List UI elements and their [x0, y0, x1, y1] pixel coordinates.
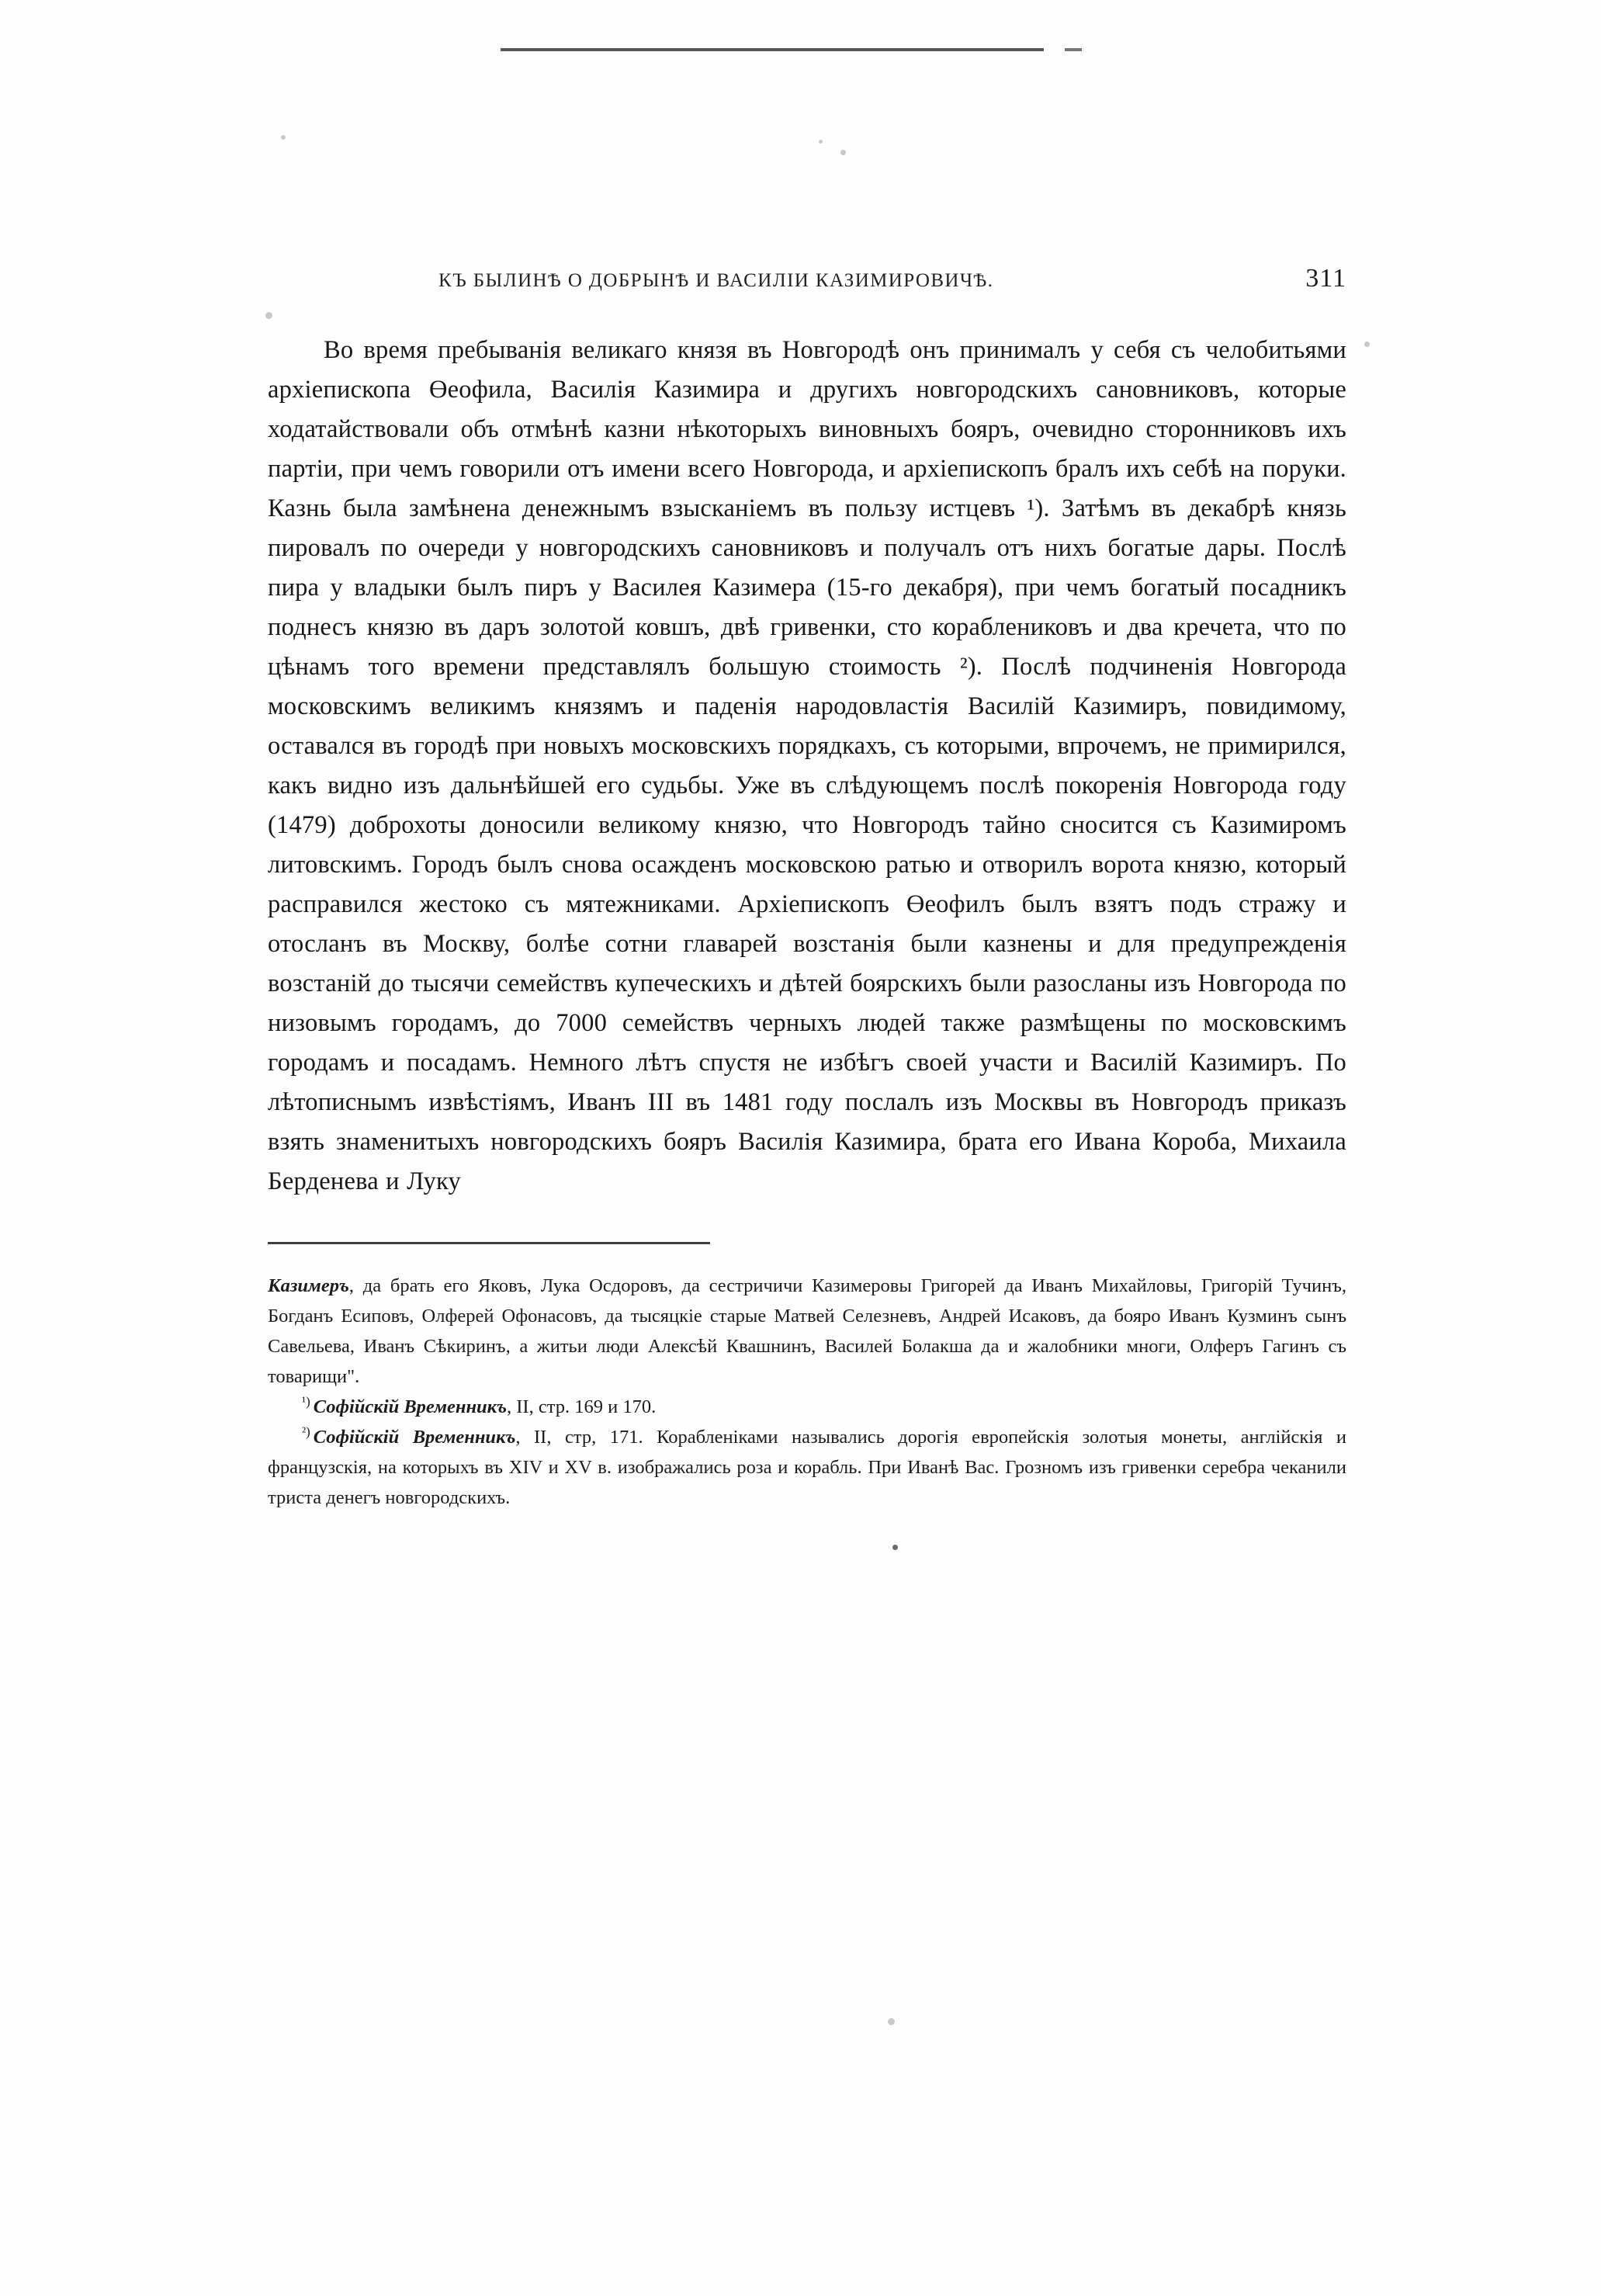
footnote-text: , II, стр, 171. Корабленіками назывались дорогія европейскія золотыя монеты, англійскія и французскія, на которыхъ въ XIV и XV в. изображались роза и корабль. При Иванѣ Вас. Грозномъ изъ гривенки серебра чеканили триста денегъ новгородскихъ. [268, 1427, 1346, 1508]
footnote-marker: ¹) [302, 1393, 310, 1409]
footnote-item [268, 1422, 1346, 1513]
footnotes [268, 1271, 1346, 1513]
page-content [268, 264, 1346, 1513]
footnote-source: Софійскій Временникъ [313, 1427, 516, 1448]
running-head [268, 264, 1346, 293]
ink-dot [892, 1545, 898, 1550]
scan-speckle [888, 2018, 895, 2025]
scan-speckle [281, 135, 286, 140]
footnote-source: Софійскій Временникъ [313, 1396, 508, 1417]
footnote-continuation [268, 1271, 1346, 1392]
body-text [268, 331, 1346, 1202]
scan-speckle [840, 150, 846, 155]
footnote-text: , II, стр. 169 и 170. [507, 1396, 657, 1417]
footnote-continuation-text: , да брать его Яковъ, Лука Осдоровъ, да сестричичи Казимеровы Григорей да Иванъ Михайловы, Григорій Тучинъ, Богданъ Есиповъ, Олферей Офонасовъ, да тысяцкіе старые Матвей Селезневъ, Андрей Исаковъ, да бояро Иванъ Кузминъ сынъ Савельева, Иванъ Сѣкиринъ, а житьи люди Алексѣй Квашнинъ, Василей Болакша да и жалобники многи, Олферъ Гагинъ съ товарищи". [268, 1275, 1346, 1387]
footnote-separator [268, 1242, 710, 1244]
page-top-rule-dash [1065, 48, 1082, 51]
running-head-title: КЪ БЫЛИНѢ О ДОБРЫНѢ И ВАСИЛІИ КАЗИМИРОВИЧѢ. [438, 270, 994, 291]
scan-speckle [1364, 342, 1370, 347]
footnote-marker: ²) [302, 1424, 310, 1439]
footnote-item [268, 1392, 1346, 1422]
scan-speckle [819, 140, 823, 144]
page-top-rule [501, 48, 1044, 51]
page-number: 311 [1305, 264, 1346, 293]
body-paragraph: Во время пребыванія великаго князя въ Новгородѣ онъ принималъ у себя съ челобитьями архіепископа Өеофила, Василія Казимира и другихъ новгородскихъ сановниковъ, которые ходатайствовали объ отмѣнѣ казни нѣкоторыхъ виновныхъ бояръ, очевидно сторонниковъ ихъ партіи, при чемъ говорили отъ имени всего Новгорода, и архіепископъ бралъ ихъ себѣ на поруки. Казнь была замѣнена денежнымъ взысканіемъ въ пользу истцевъ ¹). Затѣмъ въ декабрѣ князь пировалъ по очереди у новгородскихъ сановниковъ и получалъ отъ нихъ богатые дары. Послѣ пира у владыки былъ пиръ у Василея Казимера (15-го декабря), при чемъ богатый посадникъ поднесъ князю въ даръ золотой ковшъ, двѣ гривенки, сто кораблениковъ и два кречета, что по цѣнамъ того времени представлялъ большую стоимость ²). Послѣ подчиненія Новгорода московскимъ великимъ князямъ и паденія народовластія Василій Казимиръ, повидимому, оставался въ городѣ при новыхъ московскихъ порядкахъ, съ которыми, впрочемъ, не примирился, какъ видно изъ дальнѣйшей его судьбы. Уже въ слѣдующемъ послѣ покоренія Новгорода году (1479) доброхоты доносили великому князю, что Новгородъ тайно сносится съ Казимиромъ литовскимъ. Городъ былъ снова осажденъ московскою ратью и отворилъ ворота князю, который расправился жестоко съ мятежниками. Архіепископъ Өеофилъ былъ взятъ подъ стражу и отосланъ въ Москву, болѣе сотни главарей возстанія были казнены и для предупрежденія возстаній до тысячи семействъ купеческихъ и дѣтей боярскихъ были разосланы изъ Новгорода по низовымъ городамъ, до 7000 семействъ черныхъ людей также размѣщены по московскимъ городамъ и посадамъ. Немного лѣтъ спустя не избѣгъ своей участи и Василій Казимиръ. По лѣтописнымъ извѣстіямъ, Иванъ III въ 1481 году послалъ изъ Москвы въ Новгородъ приказъ взять знаменитыхъ новгородскихъ бояръ Василія Казимира, брата его Ивана Короба, Михаила Берденева и Луку [268, 336, 1346, 1195]
footnote-continuation-lead: Казимеръ [268, 1275, 349, 1296]
